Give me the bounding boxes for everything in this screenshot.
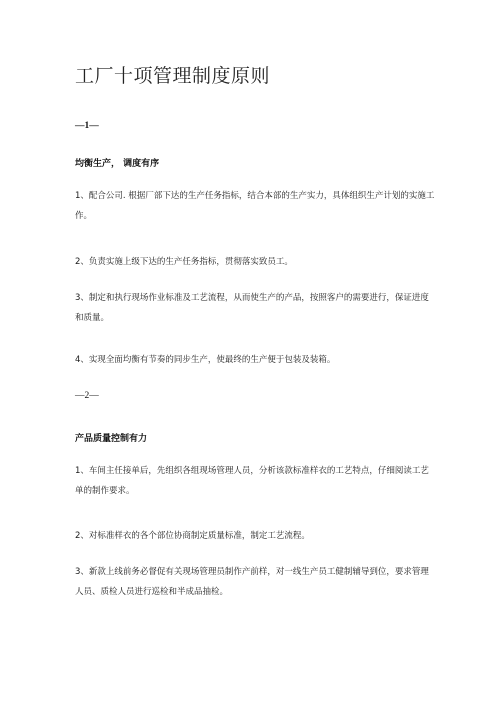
paragraph: 3、制定和执行现场作业标准及工艺流程，从而使生产的产品，按照客户的需要进行，保证进度和质量。: [75, 293, 429, 323]
paragraph: 3、新款上线前务必督促有关现场管理员制作产前样，对一线生产员工健制辅导到位，要求管理人员、质检人员进行巡检和半成品抽检。: [75, 567, 429, 597]
paragraph: 4、实现全面均衡有节奏的同步生产，使最终的生产便于包装及装箱。: [75, 355, 336, 365]
section-number: —2—: [75, 391, 99, 401]
paragraph: 1、车间主任接单后，先组织各组现场管理人员，分析该款标准样衣的工艺特点，仔细阅读工艺单的制作要求。: [75, 466, 429, 496]
paragraph: 2、对标准样衣的各个部位协商制定质量标准，制定工艺流程。: [75, 531, 310, 541]
section-heading: 产品质量控制有力: [75, 434, 148, 444]
section-heading: 均衡生产， 调度有序: [75, 159, 160, 169]
document-title: 工厂十项管理制度原则: [75, 65, 271, 87]
paragraph: 1、配合公司. 根据厂部下达的生产任务指标，结合本部的生产实力，具体组织生产计划的实施工作。: [75, 191, 435, 221]
paragraph: 2、负责实施上级下达的生产任务指标，贯彻落实致员工。: [75, 257, 293, 267]
section-number: —1—: [75, 121, 99, 131]
